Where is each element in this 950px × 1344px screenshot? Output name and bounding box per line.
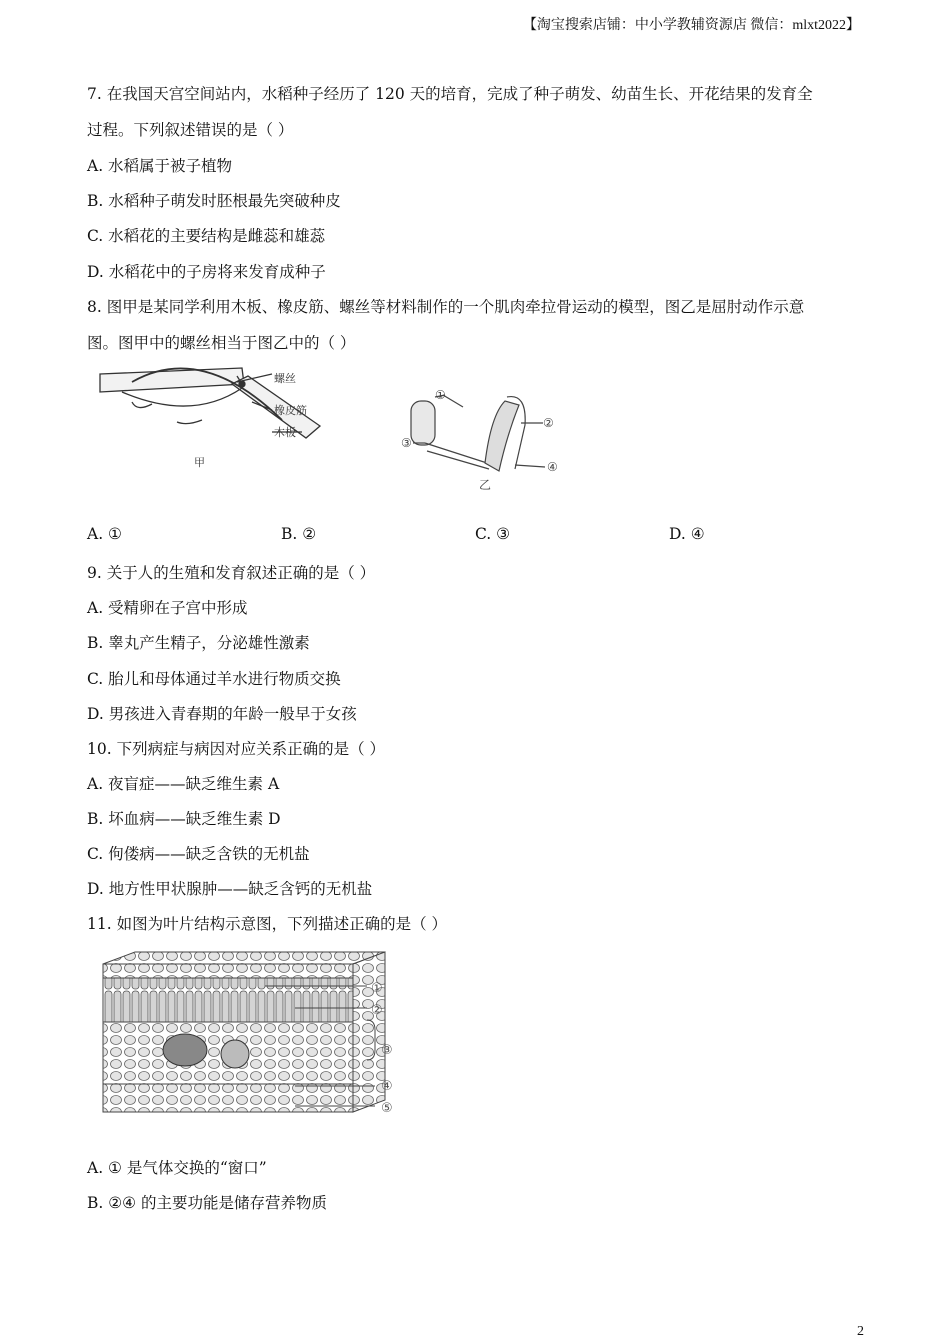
q7-option-b: B. 水稻种子萌发时胚根最先突破种皮 [87,192,341,210]
fig-b-label-1: ① [435,388,446,402]
q7-option-c: C. 水稻花的主要结构是雌蕊和雄蕊 [87,227,326,245]
q7-stem-line1: 7. 在我国天宫空间站内，水稻种子经历了 120 天的培育，完成了种子萌发、幼苗生长、开花结果的发育全 [87,85,813,103]
fig-a-label-screw: 螺丝 [274,372,296,385]
q10-option-c: C. 佝偻病——缺乏含铁的无机盐 [87,845,310,863]
leaf-label-5: ⑤ [381,1101,393,1116]
q7-stem-line2: 过程。下列叙述错误的是（ ） [87,121,294,139]
q10-option-a: A. 夜盲症——缺乏维生素 A [87,775,280,793]
q9-option-a: A. 受精卵在子宫中形成 [87,599,248,617]
q9-option-b: B. 睾丸产生精子，分泌雄性激素 [87,634,310,652]
leaf-label-4: ④ [381,1079,393,1094]
leaf-label-3: ③ [381,1043,393,1058]
fig-a-caption: 甲 [194,456,205,469]
leaf-structure-figure [95,950,415,1130]
q9-option-d: D. 男孩进入青春期的年龄一般早于女孩 [87,705,357,723]
q11-stem: 11. 如图为叶片结构示意图，下列描述正确的是（ ） [87,915,448,933]
q11-option-b: B. ②④ 的主要功能是储存营养物质 [87,1194,327,1212]
muscle-model-figure [92,362,352,492]
q9-option-c: C. 胎儿和母体通过羊水进行物质交换 [87,670,341,688]
fig-a-label-board: 木板 [274,426,296,439]
q8-stem-line1: 8. 图甲是某同学利用木板、橡皮筋、螺丝等材料制作的一个肌肉牵拉骨运动的模型，图乙是屈肘动作示意 [87,298,805,316]
elbow-flexion-figure [395,385,575,495]
q8-stem-line2: 图。图甲中的螺丝相当于图乙中的（ ） [87,334,356,352]
q8-option-c: C. ③ [475,525,511,543]
q7-option-d: D. 水稻花中的子房将来发育成种子 [87,263,326,281]
leaf-label-2: ② [371,1003,383,1018]
fig-b-label-2: ② [543,416,554,430]
fig-b-caption: 乙 [479,478,492,492]
fig-b-label-3: ③ [401,436,412,450]
q10-option-d: D. 地方性甲状腺肿——缺乏含钙的无机盐 [87,880,373,898]
q7-option-a: A. 水稻属于被子植物 [87,157,233,175]
fig-a-label-band: 橡皮筋 [274,404,307,417]
q8-option-b: B. ② [281,525,317,543]
q8-option-a: A. ① [87,525,122,543]
leaf-label-1: ① [371,981,383,996]
fig-b-label-4: ④ [547,460,558,474]
q8-option-d: D. ④ [669,525,705,543]
q9-stem: 9. 关于人的生殖和发育叙述正确的是（ ） [87,564,376,582]
q10-stem: 10. 下列病症与病因对应关系正确的是（ ） [87,740,386,758]
page-number: 2 [857,1324,864,1339]
q10-option-b: B. 坏血病——缺乏维生素 D [87,810,281,828]
page-header: 【淘宝搜索店铺：中小学教辅资源店 微信：mlxt2022】 [522,18,860,33]
q11-option-a: A. ① 是气体交换的“窗口” [87,1159,267,1177]
